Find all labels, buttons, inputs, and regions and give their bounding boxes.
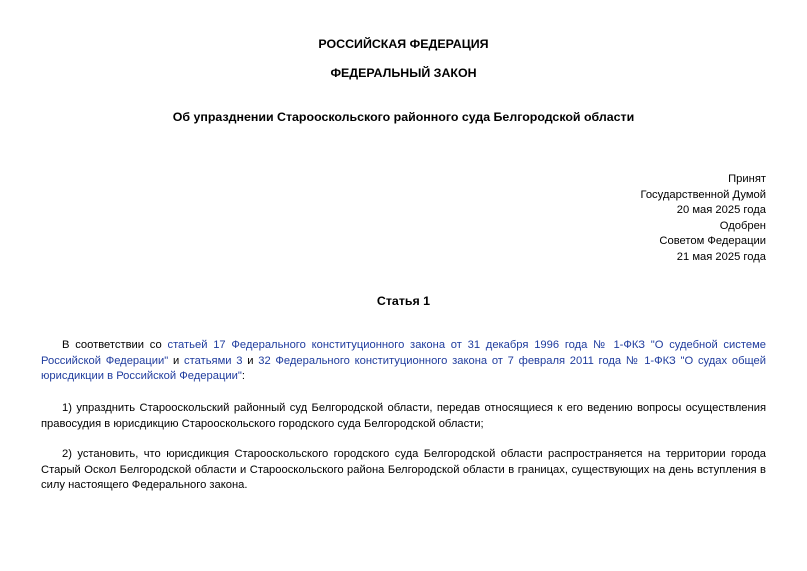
link-article-17-fkz-1996[interactable]: статьей 17 Федерального конституционного закона от 31 декабря 1996 года № 1-ФКЗ "О судебной системе Российской Федерации": [41, 339, 766, 367]
document-type-heading: ФЕДЕРАЛЬНЫЙ ЗАКОН: [330, 66, 477, 80]
article-heading: Статья 1: [376, 294, 431, 308]
adoption-line: Государственной Думой: [640, 188, 766, 201]
clause-1-paragraph: 1) упразднить Старооскольский районный суд Белгородской области, передав относящиеся к его ведению вопросы осуществления правосудия в юрисдикцию Старооскольского городского суда Белгородской области;: [41, 402, 766, 430]
paragraph-text: В соответствии со: [62, 339, 168, 351]
adoption-line: Принят: [728, 173, 766, 185]
link-article-32-fkz-2011[interactable]: 32 Федерального конституционного закона от 7 февраля 2011 года № 1-ФКЗ "О судах общей юрисдикции в Российской Федерации": [41, 354, 767, 383]
adoption-block: [641, 172, 766, 266]
adoption-line: Одобрен: [719, 219, 766, 232]
adoption-line: 21 мая 2025 года: [676, 250, 766, 263]
adoption-line: Советом Федерации: [659, 235, 766, 248]
paragraph-text: и: [242, 354, 259, 367]
country-heading: РОССИЙСКАЯ ФЕДЕРАЦИЯ: [318, 37, 489, 51]
document-title: Об упразднении Старооскольского районного суда Белгородской области: [172, 110, 635, 124]
article-intro-paragraph: [41, 338, 766, 385]
link-article-3-fkz-2011[interactable]: статьями 3: [184, 354, 243, 367]
paragraph-text: :: [241, 370, 245, 383]
clause-2-paragraph: 2) установить, что юрисдикция Старооскольского городского суда Белгородской области распространяется на территории города Старый Оскол Белгородской области и Старооскольского района Белгородской области в границах, существующих на день вступления в силу настоящего Федерального закона.: [41, 448, 766, 492]
adoption-line: 20 мая 2025 года: [676, 204, 766, 217]
paragraph-text: и: [168, 354, 184, 367]
